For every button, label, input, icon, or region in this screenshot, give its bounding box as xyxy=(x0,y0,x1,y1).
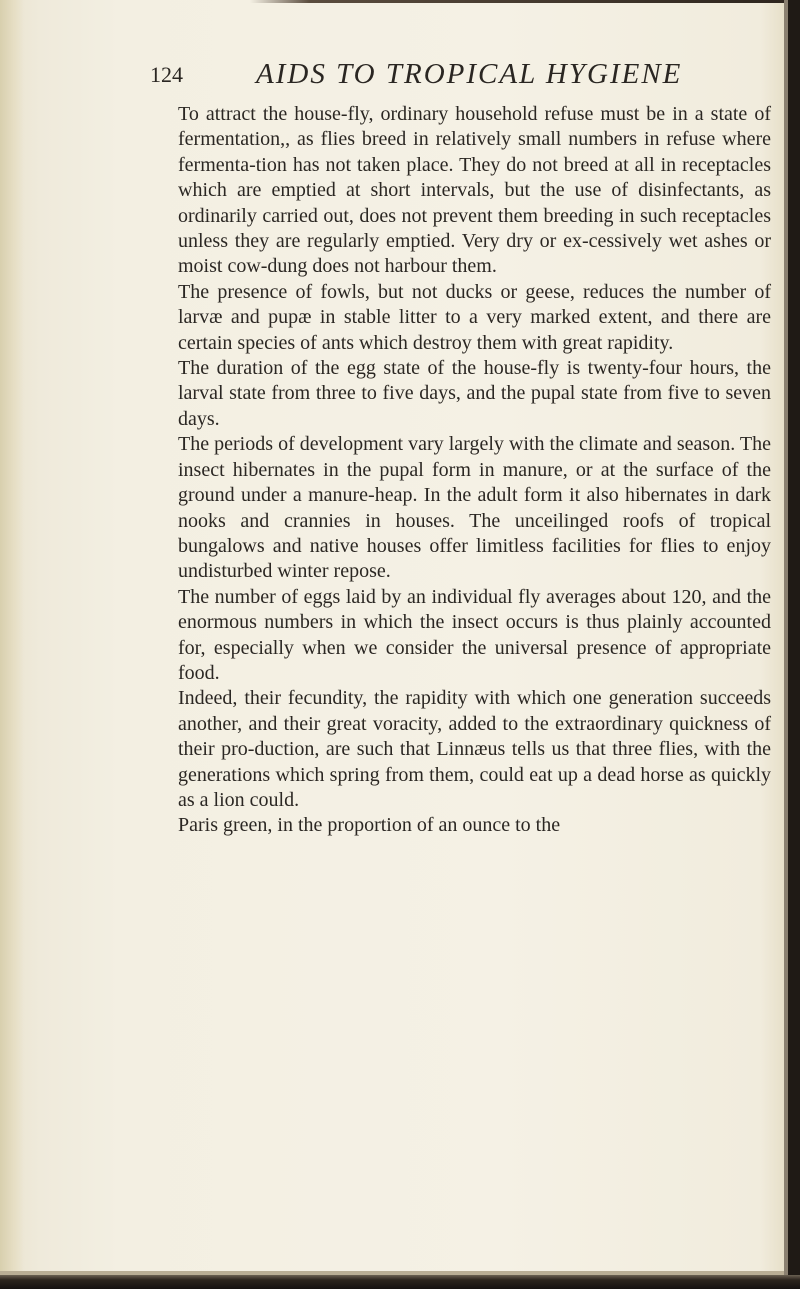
body-text xyxy=(178,102,771,839)
paragraph: Indeed, their fecundity, the rapidity with which one generation succeeds another, and their great voracity, added to the extraordinary quickness of their pro-duction, are such that Linnæus tells us that three flies, with the generations which spring from them, could eat up a dead horse as quickly as a lion could. xyxy=(178,687,771,811)
right-edge-border xyxy=(788,0,800,1289)
paragraph: The number of eggs laid by an individual fly averages about 120, and the enormous numbers in which the insect occurs is thus plainly accounted for, especially when we consider the universal presence of appropriate food. xyxy=(178,585,771,684)
paragraph: Paris green, in the proportion of an ounce to the xyxy=(178,814,561,837)
paragraph: To attract the house-fly, ordinary household refuse must be in a state of fermentation,, as flies breed in relatively small numbers in refuse where fermenta-tion has not taken place. They do not breed at all in receptacles which are emptied at short intervals, but the use of disinfectants, as ordinarily carried out, does not prevent them breeding in such receptacles unless they are regularly emptied. Very dry or ex-cessively wet ashes or moist cow-dung does not harbour them. xyxy=(178,103,771,278)
paragraph: The presence of fowls, but not ducks or geese, reduces the number of larvæ and pupæ in stable litter to a very marked extent, and there are certain species of ants which destroy them with great rapidity. xyxy=(178,280,771,354)
page-number: 124 xyxy=(150,62,183,87)
page-gutter-shadow xyxy=(0,0,24,1289)
bottom-edge-border xyxy=(0,1275,800,1289)
paragraph: The periods of development vary largely with the climate and season. The insect hibernates in the pupal form in manure, or at the surface of the ground under a manure-heap. In the adult form it also hibernates in dark nooks and crannies in houses. The unceilinged roofs of tropical bungalows and native houses offer limitless facilities for flies to enjoy undisturbed winter repose. xyxy=(178,433,771,583)
top-edge-rule xyxy=(250,0,800,3)
running-header xyxy=(150,58,750,94)
running-title: AIDS TO TROPICAL HYGIENE xyxy=(256,58,683,90)
paragraph: The duration of the egg state of the house-fly is twenty-four hours, the larval state from three to five days, and the pupal state from five to seven days. xyxy=(178,357,771,430)
